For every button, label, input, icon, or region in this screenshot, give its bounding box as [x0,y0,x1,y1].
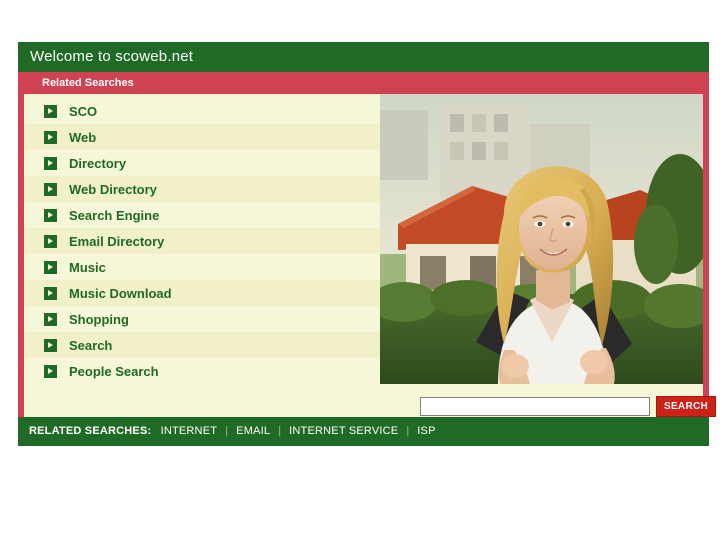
footer-label: RELATED SEARCHES: [29,425,152,437]
footer-related-searches [18,417,709,446]
list-item[interactable] [24,150,380,176]
page-title: Welcome to scoweb.net [18,42,709,72]
list-item[interactable] [24,202,380,228]
arrow-bullet-icon [44,209,57,222]
list-item[interactable] [24,176,380,202]
search-input[interactable] [420,397,650,416]
footer-link-email[interactable]: EMAIL [236,425,271,437]
related-link-music-download[interactable]: Music Download [69,285,172,301]
footer-link-isp[interactable]: ISP [417,425,436,437]
footer-separator: | [406,425,410,437]
related-link-search-engine[interactable]: Search Engine [69,207,160,223]
footer-link-internet-service[interactable]: INTERNET SERVICE [289,425,399,437]
related-link-directory[interactable]: Directory [69,155,127,171]
hero-photo [380,94,703,384]
related-link-music[interactable]: Music [69,259,106,275]
list-item[interactable] [24,228,380,254]
related-link-people-search[interactable]: People Search [69,363,159,379]
arrow-bullet-icon [44,365,57,378]
list-item[interactable] [24,306,380,332]
related-searches-header: Related Searches [18,72,709,94]
arrow-bullet-icon [44,183,57,196]
list-item[interactable] [24,254,380,280]
related-link-email-directory[interactable]: Email Directory [69,233,165,249]
list-item[interactable] [24,98,380,124]
arrow-bullet-icon [44,313,57,326]
search-button[interactable]: SEARCH [656,396,716,417]
list-item[interactable] [24,280,380,306]
arrow-bullet-icon [44,105,57,118]
hero-photo-illustration [380,94,703,384]
footer-separator: | [278,425,282,437]
arrow-bullet-icon [44,235,57,248]
related-link-web-directory[interactable]: Web Directory [69,181,157,197]
footer-separator: | [225,425,229,437]
list-item[interactable] [24,332,380,358]
arrow-bullet-icon [44,261,57,274]
related-link-shopping[interactable]: Shopping [69,311,129,327]
list-item[interactable] [24,358,380,384]
arrow-bullet-icon [44,131,57,144]
related-link-sco[interactable]: SCO [69,103,98,119]
arrow-bullet-icon [44,287,57,300]
list-item[interactable] [24,124,380,150]
related-link-search[interactable]: Search [69,337,113,353]
site-frame [18,42,709,446]
related-links-list [24,94,380,432]
arrow-bullet-icon [44,339,57,352]
arrow-bullet-icon [44,157,57,170]
related-link-web[interactable]: Web [69,129,97,145]
content-area [24,94,709,432]
footer-link-internet[interactable]: INTERNET [160,425,218,437]
